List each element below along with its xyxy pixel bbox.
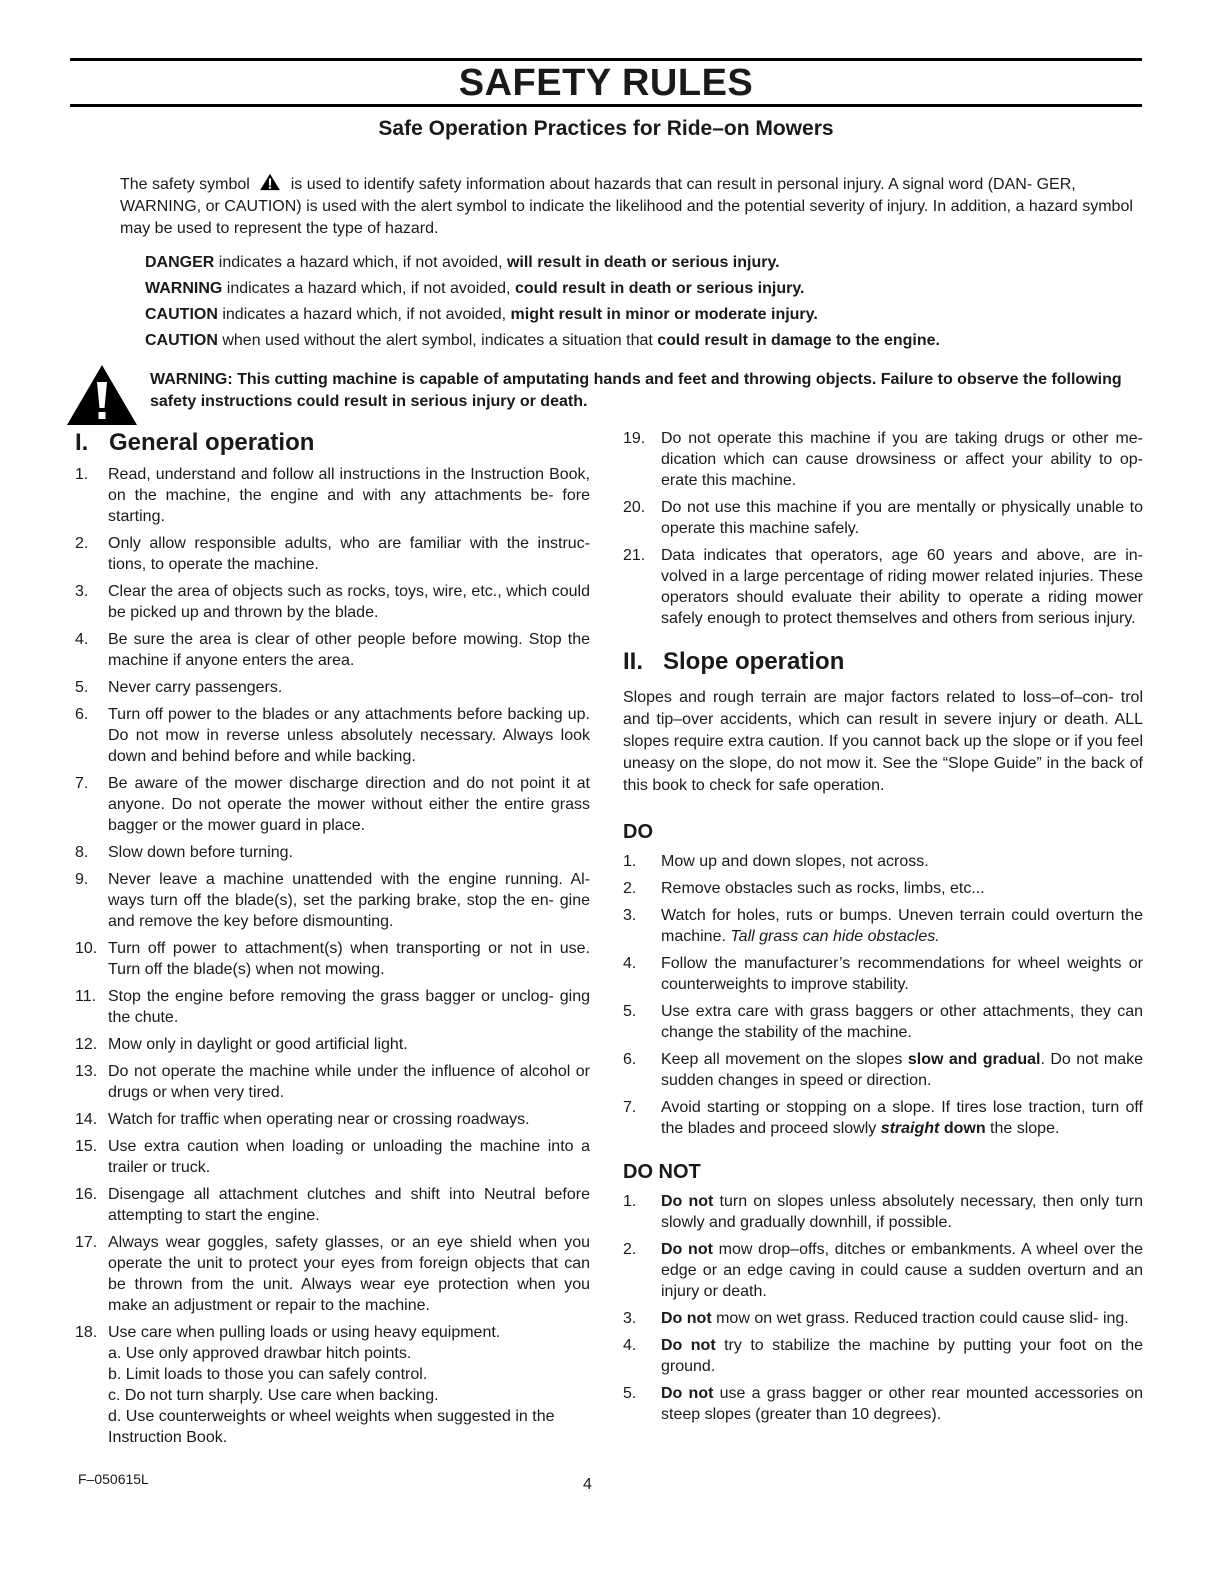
item-number: 3. bbox=[623, 907, 637, 924]
item-text: Disengage all attachment clutches and shift into Neutral before attempting to start the engine. bbox=[108, 1186, 590, 1224]
item-text: Follow the manufacturer’s recommendations for wheel weights or counterweights to improve stability. bbox=[661, 955, 1143, 993]
item-text: Never leave a machine unattended with the engine running. Al- ways turn off the blade(s), set the parking brake, stop the en- gine and remove the key before dismounting. bbox=[108, 871, 590, 930]
list-item bbox=[623, 1308, 1143, 1329]
signal-caution: CAUTION indicates a hazard which, if not avoided, might result in minor or moderate injury. bbox=[145, 306, 818, 323]
item-text: Clear the area of objects such as rocks, toys, wire, etc., which could be picked up and thrown by the blade. bbox=[108, 583, 590, 621]
item-number: 3. bbox=[623, 1310, 637, 1327]
item-number: 3. bbox=[75, 583, 89, 600]
list-item bbox=[75, 677, 590, 698]
item-number: 8. bbox=[75, 844, 89, 861]
signal-danger: DANGER indicates a hazard which, if not avoided, will result in death or serious injury. bbox=[145, 254, 780, 271]
item-text: Only allow responsible adults, who are familiar with the instruc- tions, to operate the machine. bbox=[108, 535, 590, 573]
item-number: 14. bbox=[75, 1111, 98, 1128]
warning-triangle-icon bbox=[66, 364, 138, 426]
top-rule bbox=[70, 58, 1142, 61]
item-number: 6. bbox=[623, 1051, 637, 1068]
item-number: 5. bbox=[623, 1003, 637, 1020]
list-item bbox=[75, 842, 590, 863]
item-text: use a grass bagger or other rear mounted accessories on steep slopes (greater than 10 degrees). bbox=[661, 1385, 1144, 1423]
list-item bbox=[623, 953, 1143, 995]
item-number: 19. bbox=[623, 430, 646, 447]
list-item bbox=[75, 1034, 590, 1055]
page-number: 4 bbox=[583, 1476, 592, 1493]
item-number: 17. bbox=[75, 1234, 98, 1251]
item-text: Watch for traffic when operating near or crossing roadways. bbox=[108, 1111, 530, 1128]
item-text: Turn off power to attachment(s) when transporting or not in use. Turn off the blade(s) when not mowing. bbox=[108, 940, 590, 978]
item-text: the slope. bbox=[985, 1120, 1060, 1137]
item-number: 4. bbox=[623, 1337, 637, 1354]
item-number: 2. bbox=[75, 535, 89, 552]
item-number: 2. bbox=[623, 1241, 637, 1258]
list-item bbox=[75, 1109, 590, 1130]
list-item bbox=[623, 1001, 1143, 1043]
item-text: Read, understand and follow all instructions in the Instruction Book, on the machine, the engine and with any attachments be- fore starting. bbox=[108, 466, 590, 525]
item-text: mow on wet grass. Reduced traction could cause slid- ing. bbox=[711, 1310, 1129, 1327]
list-item bbox=[75, 629, 590, 671]
left-column bbox=[75, 428, 590, 1454]
item-text: Data indicates that operators, age 60 years and above, are in- volved in a large percentage of riding mower related injuries. These operators should evaluate their ability to operate a riding mower safely enough to protect themselves and others from serious injury. bbox=[661, 547, 1143, 627]
do-heading: DO bbox=[623, 821, 653, 843]
item-number: 15. bbox=[75, 1138, 98, 1155]
list-item bbox=[75, 1136, 590, 1178]
list-item bbox=[623, 1097, 1143, 1139]
list-item: 18. Use care when pulling loads or using heavy equipment. a. Use only approved drawbar hitch points. b. Limit loads to those you can safely control. c. Do not turn sharply. Use care when backing. d. Use counterweights or wheel weights when suggested in the Instruction Book. bbox=[75, 1322, 590, 1448]
item-text: Always wear goggles, safety glasses, or an eye shield when you operate the unit to protect your eyes from foreign objects that can be thrown from the unit. Always wear eye protection when you make an adjustment or repair to the machine. bbox=[108, 1234, 590, 1314]
item-bold-text: down bbox=[939, 1120, 986, 1137]
item-number: 10. bbox=[75, 940, 98, 957]
slope-paragraph: Slopes and rough terrain are major factors related to loss–of–con- trol and tip–over accidents, which can result in severe injury or death. ALL slopes require extra caution. If you cannot back up the slope or if you feel uneasy on the slope, do not mow it. See the “Slope Guide” in the back of this book to check for safe operation. bbox=[623, 689, 1143, 794]
list-item bbox=[623, 1383, 1143, 1425]
do-not-heading: DO NOT bbox=[623, 1161, 701, 1183]
item-bold-text: Do not bbox=[661, 1193, 714, 1210]
item-text: Do not operate the machine while under the influence of alcohol or drugs or when very tired. bbox=[108, 1063, 590, 1101]
list-item bbox=[75, 1232, 590, 1316]
list-item bbox=[75, 704, 590, 767]
alert-triangle-icon bbox=[258, 173, 282, 191]
list-item bbox=[75, 986, 590, 1028]
intro-paragraph: The safety symbol is used to identify safety information about hazards that can result in personal injury. A signal word (DAN- GER, WARNING, or CAUTION) is used with the alert symbol to indicate the likelihood and the potential severity of injury. In addition, a hazard symbol may be used to represent the type of hazard. bbox=[120, 173, 1140, 240]
item-number: 5. bbox=[623, 1385, 637, 1402]
item-number: 4. bbox=[75, 631, 89, 648]
item-number: 1. bbox=[75, 466, 89, 483]
list-item bbox=[623, 497, 1143, 539]
sub-item: c. Do not turn sharply. Use care when backing. bbox=[108, 1387, 439, 1404]
item-number: 1. bbox=[623, 1193, 637, 1210]
item-text: Use extra caution when loading or unloading the machine into a trailer or truck. bbox=[108, 1138, 590, 1176]
item-bold-italic-text: straight bbox=[880, 1120, 940, 1137]
section-general-heading: I. General operation bbox=[75, 429, 315, 456]
item-text: Use extra care with grass baggers or other attachments, they can change the stability of the machine. bbox=[661, 1003, 1143, 1041]
list-item bbox=[623, 1335, 1143, 1377]
item-text: Do not use this machine if you are mentally or physically unable to operate this machine safely. bbox=[661, 499, 1143, 537]
item-number: 6. bbox=[75, 706, 89, 723]
page-subtitle: Safe Operation Practices for Ride–on Mowers bbox=[378, 117, 834, 140]
signal-caution-engine: CAUTION when used without the alert symbol, indicates a situation that could result in damage to the engine. bbox=[145, 332, 940, 349]
item-number: 21. bbox=[623, 547, 646, 564]
list-item bbox=[623, 878, 1143, 899]
item-text: Turn off power to the blades or any attachments before backing up. Do not mow in reverse unless absolutely necessary. Always look down and behind before and while backing. bbox=[108, 706, 590, 765]
list-item bbox=[623, 905, 1143, 947]
signal-warning: WARNING indicates a hazard which, if not avoided, could result in death or serious injury. bbox=[145, 280, 805, 297]
list-item bbox=[75, 773, 590, 836]
right-column bbox=[623, 428, 1143, 1431]
item-number: 9. bbox=[75, 871, 89, 888]
do-not-list bbox=[623, 1191, 1143, 1425]
list-item bbox=[623, 1049, 1143, 1091]
item-number: 11. bbox=[75, 988, 97, 1005]
item-text: Watch for holes, ruts or bumps. Uneven terrain could overturn the machine. bbox=[661, 907, 1143, 945]
list-item bbox=[75, 1061, 590, 1103]
list-item bbox=[75, 938, 590, 980]
item-number: 12. bbox=[75, 1036, 98, 1053]
list-item bbox=[623, 1239, 1143, 1302]
sub-item: b. Limit loads to those you can safely control. bbox=[108, 1366, 428, 1383]
general-operation-list bbox=[75, 464, 590, 1316]
item-number: 4. bbox=[623, 955, 637, 972]
general-item-18 bbox=[75, 1322, 590, 1448]
item-text: . Do not make sudden changes in speed or direction. bbox=[661, 1051, 1144, 1089]
sub-item: d. Use counterweights or wheel weights when suggested in the Instruction Book. bbox=[108, 1408, 555, 1446]
list-item bbox=[623, 851, 1143, 872]
do-list bbox=[623, 851, 1143, 1139]
item-text: Mow only in daylight or good artificial light. bbox=[108, 1036, 408, 1053]
item-text: mow drop–offs, ditches or embankments. A wheel over the edge or an edge caving in could cause a sudden overturn and an injury or death. bbox=[661, 1241, 1144, 1300]
item-text: Be aware of the mower discharge direction and do not point it at anyone. Do not operate the mower without either the entire grass bagger or the mower guard in place. bbox=[108, 775, 590, 834]
item-number: 1. bbox=[623, 853, 637, 870]
item-number: 7. bbox=[75, 775, 89, 792]
list-item bbox=[623, 428, 1143, 491]
list-item bbox=[75, 1184, 590, 1226]
item-number: 7. bbox=[623, 1099, 637, 1116]
item-bold-text: Do not bbox=[661, 1385, 714, 1402]
item-number: 20. bbox=[623, 499, 646, 516]
item-text: Stop the engine before removing the grass bagger or unclog- ging the chute. bbox=[108, 988, 590, 1026]
list-item bbox=[75, 533, 590, 575]
item-text: Never carry passengers. bbox=[108, 679, 283, 696]
section-slope-heading: II. Slope operation bbox=[623, 648, 845, 675]
item-text: Avoid starting or stopping on a slope. If tires lose traction, turn off the blades and proceed slowly bbox=[661, 1099, 1143, 1137]
sub-item: a. Use only approved drawbar hitch points. bbox=[108, 1345, 412, 1362]
item-text: Be sure the area is clear of other people before mowing. Stop the machine if anyone enters the area. bbox=[108, 631, 590, 669]
item-number: 2. bbox=[623, 880, 637, 897]
item-text: try to stabilize the machine by putting your foot on the ground. bbox=[661, 1337, 1143, 1375]
list-item bbox=[75, 464, 590, 527]
item-text: Keep all movement on the slopes bbox=[661, 1051, 908, 1068]
item-text: Remove obstacles such as rocks, limbs, etc... bbox=[661, 880, 985, 897]
item-number: 16. bbox=[75, 1186, 98, 1203]
general-operation-list-continued bbox=[623, 428, 1143, 629]
item-text: turn on slopes unless absolutely necessary, then only turn slowly and gradually downhill, if possible. bbox=[661, 1193, 1143, 1231]
item-bold-text: Do not bbox=[661, 1241, 713, 1258]
item-bold-text: slow and gradual bbox=[907, 1051, 1041, 1068]
list-item bbox=[623, 1191, 1143, 1233]
item-number: 13. bbox=[75, 1063, 98, 1080]
list-item bbox=[75, 581, 590, 623]
title-underline-rule bbox=[70, 104, 1142, 107]
footer-code: F–050615L bbox=[78, 1471, 149, 1487]
item-bold-text: Do not bbox=[661, 1310, 712, 1327]
item-text: Mow up and down slopes, not across. bbox=[661, 853, 929, 870]
page-title: SAFETY RULES bbox=[458, 62, 754, 104]
item-bold-text: Do not bbox=[661, 1337, 716, 1354]
item-number: 5. bbox=[75, 679, 89, 696]
item-text: Do not operate this machine if you are taking drugs or other me- dication which can cause drowsiness or affect your ability to op- erate this machine. bbox=[661, 430, 1143, 489]
item-italic-text: Tall grass can hide obstacles. bbox=[730, 928, 940, 945]
main-warning-text: WARNING: This cutting machine is capable of amputating hands and feet and throwing objects. Failure to observe the following safety instructions could result in serious injury or death. bbox=[150, 371, 1122, 410]
item-text: Slow down before turning. bbox=[108, 844, 293, 861]
list-item bbox=[75, 869, 590, 932]
list-item bbox=[623, 545, 1143, 629]
